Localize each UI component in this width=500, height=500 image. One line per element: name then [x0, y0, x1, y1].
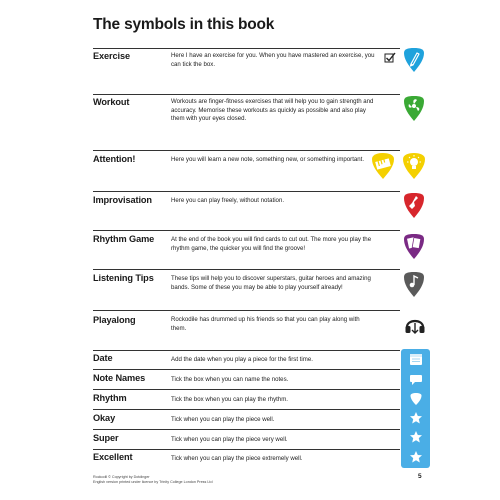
page-title: The symbols in this book: [93, 16, 275, 33]
music-note-pick-icon: [403, 271, 425, 298]
row-desc-improvisation: Here you can play freely, without notation.: [171, 197, 285, 204]
row-divider: [93, 449, 400, 450]
row-divider: [93, 369, 400, 370]
row-label-listening-tips: Listening Tips: [93, 273, 154, 283]
page-number: 5: [418, 473, 422, 480]
checkbox-icon: [384, 52, 396, 64]
cards-pick-icon: [403, 233, 425, 260]
footer-licence: English version printed under licence by Trinity College London Press Ltd: [93, 480, 213, 484]
row-desc-excellent: Tick when you can play the piece extremely well.: [171, 455, 303, 462]
speech-bubble-icon: [409, 372, 423, 386]
row-label-note-names: Note Names: [93, 373, 146, 383]
row-label-date: Date: [93, 353, 113, 363]
row-label-okay: Okay: [93, 413, 116, 423]
row-divider: [93, 48, 400, 49]
row-label-super: Super: [93, 433, 119, 443]
star-icon: [409, 450, 423, 464]
row-desc-okay: Tick when you can play the piece well.: [171, 416, 275, 423]
row-divider: [93, 269, 400, 270]
calendar-icon: [409, 352, 423, 366]
row-desc-super: Tick when you can play the piece very well.: [171, 436, 288, 443]
row-label-exercise: Exercise: [93, 51, 131, 61]
keyboard-pick-icon: [371, 152, 395, 180]
row-label-excellent: Excellent: [93, 452, 133, 462]
headphones-icon: [404, 313, 426, 337]
row-divider: [93, 150, 400, 151]
guitar-pick-icon: [409, 392, 423, 406]
row-desc-listening-tips: These tips will help you to discover superstars, guitar heroes and amazing bands. Some of these you may be able to play yourself already!: [171, 275, 371, 291]
row-desc-rhythm: Tick the box when you can play the rhythm.: [171, 396, 288, 403]
row-divider: [93, 230, 400, 231]
footer-copyright: Rockodil © Copyright by Dotdinger: [93, 475, 150, 479]
row-divider: [93, 94, 400, 95]
row-divider: [93, 429, 400, 430]
row-desc-rhythm-game: At the end of the book you will find cards to cut out. The more you play the rhythm game, the quicker you will find the groove!: [171, 236, 372, 252]
fan-pick-icon: [403, 95, 425, 122]
row-desc-date: Add the date when you play a piece for the first time.: [171, 356, 313, 363]
row-desc-attention: Here you will learn a new note, something new, or something important.: [171, 156, 365, 163]
row-desc-playalong: Rockodile has drummed up his friends so that you can play along with them.: [171, 316, 360, 332]
row-label-playalong: Playalong: [93, 315, 136, 325]
row-desc-workout: Workouts are finger-fitness exercises that will help you to gain strength and accuracy. Memorise these workouts as quickly as possible and also play them with your eyes closed.: [171, 98, 374, 123]
pen-pick-icon: [403, 47, 425, 73]
row-divider: [93, 389, 400, 390]
row-divider: [93, 350, 400, 351]
row-label-rhythm-game: Rhythm Game: [93, 234, 155, 244]
row-divider: [93, 310, 400, 311]
row-label-attention: Attention!: [93, 154, 136, 164]
star-icon: [409, 411, 423, 425]
row-desc-exercise: Here I have an exercise for you. When you have mastered an exercise, you can tick the box.: [171, 52, 375, 68]
row-label-rhythm: Rhythm: [93, 393, 127, 403]
row-divider: [93, 191, 400, 192]
guitar-pick-icon: [403, 192, 425, 219]
row-divider: [93, 409, 400, 410]
star-icon: [409, 430, 423, 444]
row-desc-note-names: Tick the box when you can name the notes.: [171, 376, 289, 383]
row-label-improvisation: Improvisation: [93, 195, 152, 205]
lightbulb-pick-icon: [402, 152, 426, 180]
row-label-workout: Workout: [93, 97, 130, 107]
